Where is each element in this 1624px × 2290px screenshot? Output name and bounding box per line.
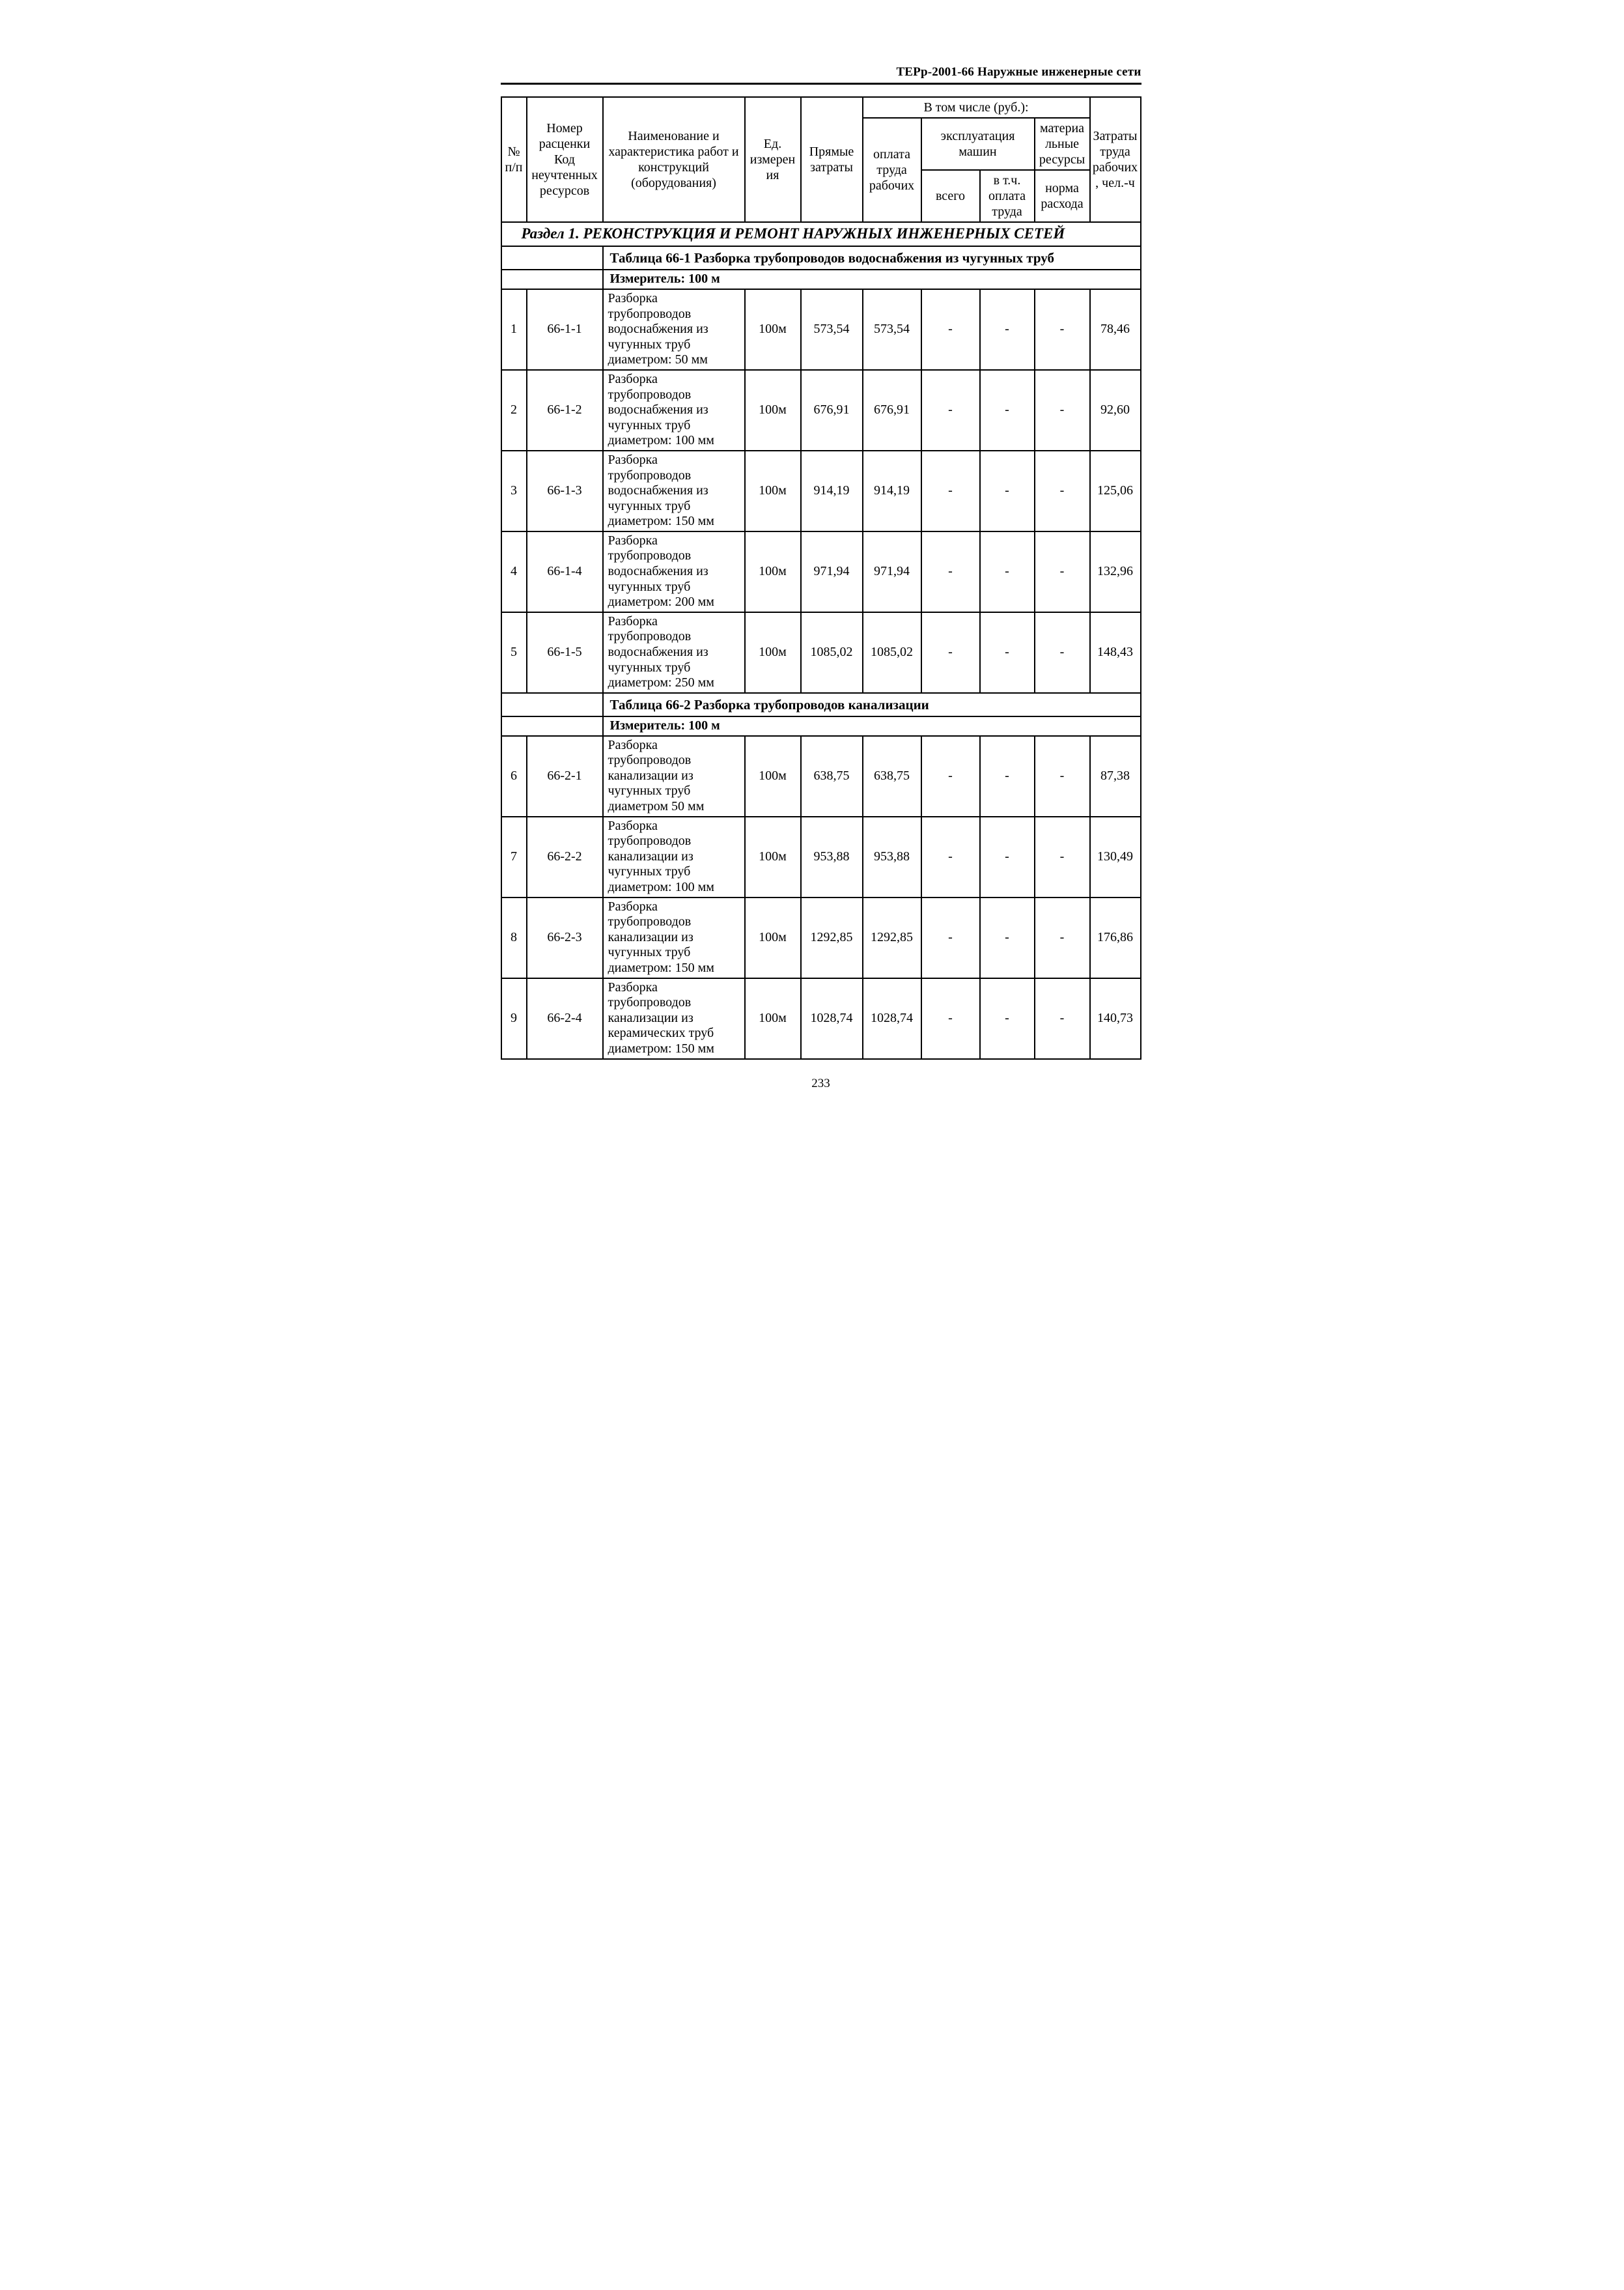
row-materials-norm-cell: - [1035,451,1090,531]
row-machines-total-cell: - [921,289,980,370]
table-row [501,898,1141,978]
row-machines-labor-cell: - [980,817,1035,898]
row-labor-hours-cell: 176,86 [1090,898,1141,978]
col-header-machines-labor: в т.ч. оплата труда [980,170,1035,222]
row-description-cell: Разборка трубопроводов водоснабжения из чугунных труб диаметром: 100 мм [603,370,745,451]
row-description-cell: Разборка трубопроводов водоснабжения из чугунных труб диаметром: 250 мм [603,612,745,693]
row-labor-pay-cell: 573,54 [863,289,921,370]
row-number-cell: 5 [501,612,527,693]
row-labor-hours-cell: 125,06 [1090,451,1141,531]
row-labor-pay-cell: 1028,74 [863,978,921,1059]
row-labor-hours-cell: 130,49 [1090,817,1141,898]
row-code-cell: 66-1-1 [527,289,603,370]
group-row-lead-cell [501,246,603,270]
row-direct-costs-cell: 573,54 [801,289,863,370]
col-header-machines: эксплуатация машин [921,118,1035,170]
group-title-cell: Таблица 66-1 Разборка трубопроводов водоснабжения из чугунных труб [603,246,1141,270]
row-unit-cell: 100м [745,370,801,451]
row-labor-hours-cell: 148,43 [1090,612,1141,693]
row-description-cell: Разборка трубопроводов водоснабжения из чугунных труб диаметром: 50 мм [603,289,745,370]
row-materials-norm-cell: - [1035,612,1090,693]
row-labor-hours-cell: 140,73 [1090,978,1141,1059]
row-description-cell: Разборка трубопроводов водоснабжения из чугунных труб диаметром: 150 мм [603,451,745,531]
row-number-cell: 8 [501,898,527,978]
row-labor-pay-cell: 638,75 [863,736,921,817]
row-materials-norm-cell: - [1035,736,1090,817]
table-row [501,370,1141,451]
row-materials-norm-cell: - [1035,289,1090,370]
row-number-cell: 3 [501,451,527,531]
col-header-labor-pay: оплата труда рабочих [863,118,921,222]
row-description-cell: Разборка трубопроводов канализации из чугунных труб диаметром: 100 мм [603,817,745,898]
row-number-cell: 4 [501,531,527,612]
group-row-lead-cell [501,270,603,289]
row-direct-costs-cell: 1028,74 [801,978,863,1059]
row-description-cell: Разборка трубопроводов водоснабжения из чугунных труб диаметром: 200 мм [603,531,745,612]
row-direct-costs-cell: 1292,85 [801,898,863,978]
row-machines-labor-cell: - [980,289,1035,370]
row-materials-norm-cell: - [1035,531,1090,612]
table-row [501,289,1141,370]
row-machines-labor-cell: - [980,978,1035,1059]
col-header-machines-total: всего [921,170,980,222]
group-row-lead-cell [501,716,603,736]
col-header-name: Наименование и характеристика работ и конструкций (оборудования) [603,97,745,222]
table-row [501,531,1141,612]
col-header-materials-norm: норма расхода [1035,170,1090,222]
row-machines-total-cell: - [921,531,980,612]
group-title-row [501,693,1141,716]
row-direct-costs-cell: 914,19 [801,451,863,531]
row-unit-cell: 100м [745,978,801,1059]
section-title: Раздел 1. РЕКОНСТРУКЦИЯ И РЕМОНТ НАРУЖНЫХ ИНЖЕНЕРНЫХ СЕТЕЙ [501,222,1141,246]
col-header-direct-costs: Прямые затраты [801,97,863,222]
table-row [501,612,1141,693]
row-code-cell: 66-1-3 [527,451,603,531]
section-title-row [501,222,1141,246]
estimates-table [501,96,1141,1060]
row-labor-pay-cell: 676,91 [863,370,921,451]
meter-cell: Измеритель: 100 м [603,716,1141,736]
document-header [501,65,1141,85]
row-machines-total-cell: - [921,817,980,898]
row-machines-labor-cell: - [980,612,1035,693]
header-row-top [501,97,1141,118]
row-description-cell: Разборка трубопроводов канализации из чугунных труб диаметром 50 мм [603,736,745,817]
document-header-text: ТЕРр-2001-66 Наружные инженерные сети [896,65,1141,79]
col-header-unit: Ед. измерения [745,97,801,222]
row-number-cell: 7 [501,817,527,898]
row-direct-costs-cell: 676,91 [801,370,863,451]
row-code-cell: 66-1-2 [527,370,603,451]
row-code-cell: 66-2-2 [527,817,603,898]
group-row-lead-cell [501,693,603,716]
row-unit-cell: 100м [745,531,801,612]
row-materials-norm-cell: - [1035,898,1090,978]
row-code-cell: 66-1-5 [527,612,603,693]
row-unit-cell: 100м [745,817,801,898]
row-materials-norm-cell: - [1035,978,1090,1059]
row-machines-total-cell: - [921,898,980,978]
row-description-cell: Разборка трубопроводов канализации из керамических труб диаметром: 150 мм [603,978,745,1059]
row-labor-hours-cell: 78,46 [1090,289,1141,370]
table-row [501,978,1141,1059]
row-machines-labor-cell: - [980,370,1035,451]
row-unit-cell: 100м [745,451,801,531]
meter-row [501,716,1141,736]
col-header-including: В том числе (руб.): [863,97,1090,118]
table-body [501,222,1141,1059]
group-title-cell: Таблица 66-2 Разборка трубопроводов канализации [603,693,1141,716]
row-direct-costs-cell: 953,88 [801,817,863,898]
table-row [501,736,1141,817]
group-title-row [501,246,1141,270]
row-direct-costs-cell: 638,75 [801,736,863,817]
row-machines-labor-cell: - [980,898,1035,978]
col-header-labor-hours: Затраты труда рабочих, чел.-ч [1090,97,1141,222]
row-unit-cell: 100м [745,612,801,693]
col-header-materials: материальные ресурсы [1035,118,1090,170]
row-machines-total-cell: - [921,451,980,531]
row-number-cell: 6 [501,736,527,817]
row-materials-norm-cell: - [1035,817,1090,898]
row-labor-pay-cell: 914,19 [863,451,921,531]
col-header-code: Номер расценки Код неучтенных ресурсов [527,97,603,222]
meter-cell: Измеритель: 100 м [603,270,1141,289]
row-code-cell: 66-2-4 [527,978,603,1059]
row-unit-cell: 100м [745,736,801,817]
row-machines-total-cell: - [921,978,980,1059]
table-header [501,97,1141,222]
row-machines-total-cell: - [921,736,980,817]
row-direct-costs-cell: 1085,02 [801,612,863,693]
row-number-cell: 9 [501,978,527,1059]
row-direct-costs-cell: 971,94 [801,531,863,612]
row-machines-labor-cell: - [980,531,1035,612]
row-labor-pay-cell: 971,94 [863,531,921,612]
col-header-num: № п/п [501,97,527,222]
row-labor-hours-cell: 92,60 [1090,370,1141,451]
row-machines-total-cell: - [921,612,980,693]
row-code-cell: 66-2-1 [527,736,603,817]
row-labor-pay-cell: 953,88 [863,817,921,898]
row-code-cell: 66-1-4 [527,531,603,612]
row-labor-pay-cell: 1292,85 [863,898,921,978]
row-labor-hours-cell: 87,38 [1090,736,1141,817]
row-machines-labor-cell: - [980,736,1035,817]
row-number-cell: 2 [501,370,527,451]
table-row [501,817,1141,898]
row-code-cell: 66-2-3 [527,898,603,978]
document-page [406,0,1218,1145]
row-materials-norm-cell: - [1035,370,1090,451]
row-description-cell: Разборка трубопроводов канализации из чугунных труб диаметром: 150 мм [603,898,745,978]
page-number: 233 [811,1076,830,1090]
row-labor-hours-cell: 132,96 [1090,531,1141,612]
row-labor-pay-cell: 1085,02 [863,612,921,693]
row-number-cell: 1 [501,289,527,370]
row-unit-cell: 100м [745,898,801,978]
meter-row [501,270,1141,289]
row-machines-total-cell: - [921,370,980,451]
table-row [501,451,1141,531]
row-machines-labor-cell: - [980,451,1035,531]
row-unit-cell: 100м [745,289,801,370]
